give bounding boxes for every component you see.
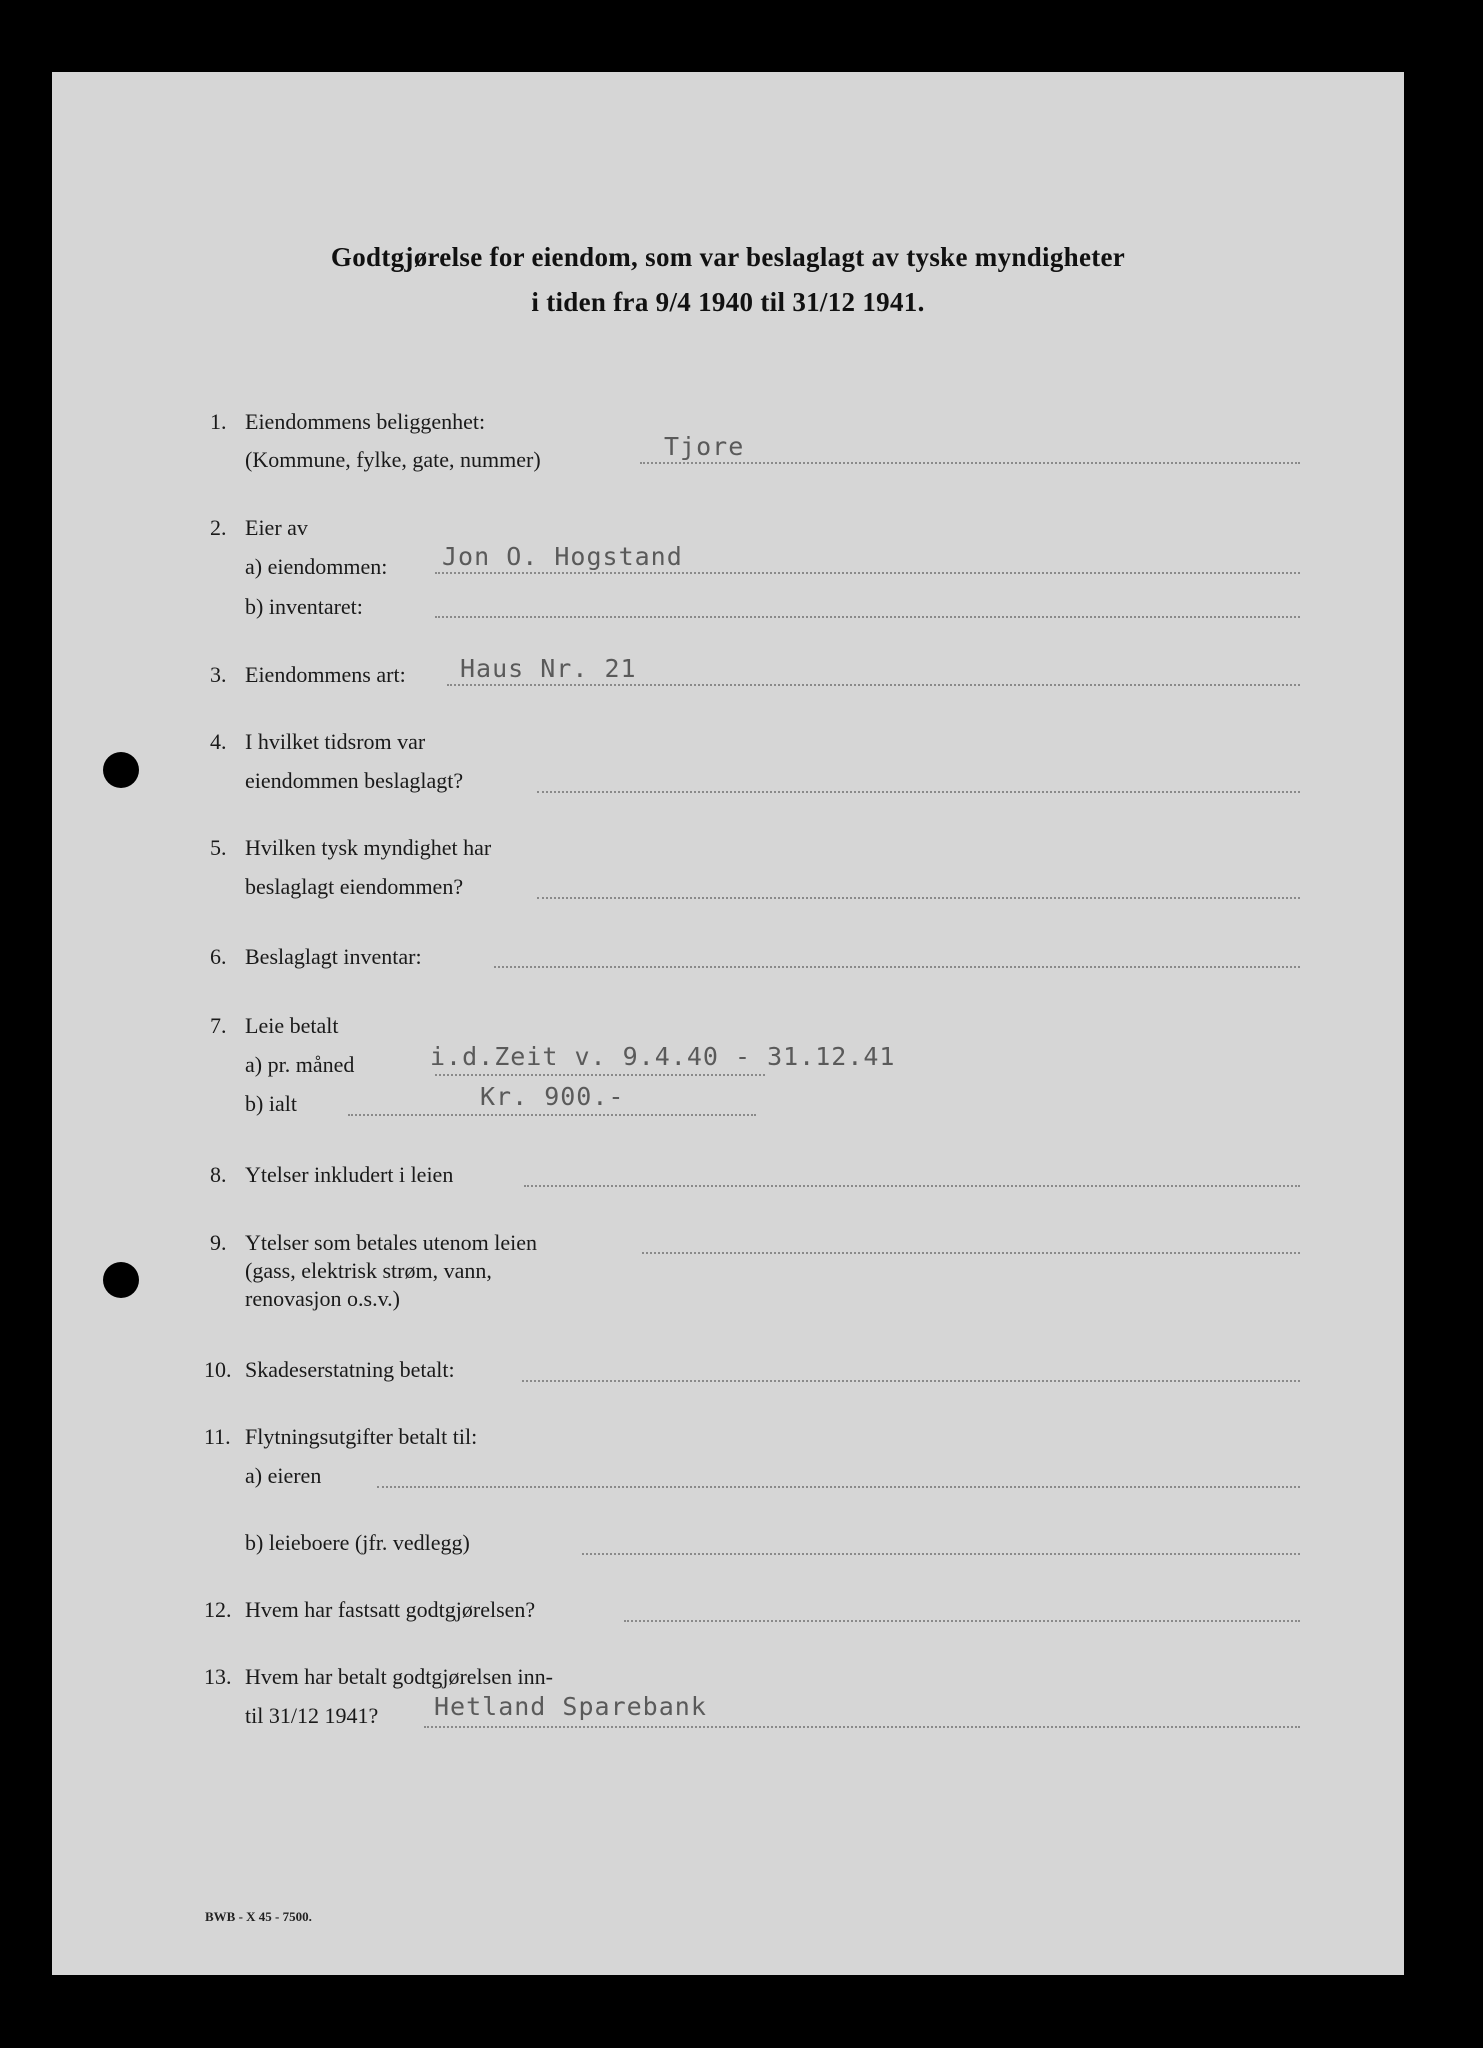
q9-answer-line — [642, 1252, 1300, 1254]
q5-number: 5. — [210, 835, 227, 860]
q5-sublabel: beslaglagt eiendommen? — [245, 874, 464, 899]
q12-label: Hvem har fastsatt godtgjørelsen? — [245, 1597, 536, 1622]
q4-sublabel: eiendommen beslaglagt? — [245, 768, 464, 793]
q1-answer[interactable]: Tjore — [664, 432, 745, 461]
q1-label: Eiendommens beliggenhet: — [245, 409, 486, 434]
q7a-answer[interactable]: i.d.Zeit v. 9.4.40 - 31.12.41 — [430, 1042, 896, 1071]
q9-number: 9. — [210, 1230, 227, 1255]
q10-number: 10. — [204, 1357, 232, 1382]
form-page — [52, 72, 1404, 1975]
q8-label: Ytelser inkludert i leien — [245, 1162, 454, 1187]
q6-answer-line — [494, 966, 1300, 968]
q7a-label: a) pr. måned — [245, 1052, 355, 1077]
q3-number: 3. — [210, 662, 227, 687]
q11-number: 11. — [204, 1424, 231, 1449]
q11b-answer-line — [582, 1553, 1300, 1555]
q2a-label: a) eiendommen: — [245, 554, 388, 579]
q3-answer[interactable]: Haus Nr. 21 — [460, 654, 637, 683]
q13-answer-line — [424, 1726, 1300, 1728]
q9-sublabel-2: renovasjon o.s.v.) — [245, 1286, 400, 1311]
q4-answer-line — [537, 791, 1300, 793]
q7b-answer-line — [348, 1114, 756, 1116]
q3-label: Eiendommens art: — [245, 662, 406, 687]
q13-number: 13. — [204, 1664, 232, 1689]
form-title-line2: i tiden fra 9/4 1940 til 31/12 1941. — [531, 287, 925, 317]
q13-sublabel: til 31/12 1941? — [245, 1703, 379, 1728]
q1-sublabel: (Kommune, fylke, gate, nummer) — [245, 447, 541, 472]
q10-answer-line — [522, 1380, 1300, 1382]
q1-number: 1. — [210, 409, 227, 434]
q5-answer-line — [537, 897, 1300, 899]
q2b-label: b) inventaret: — [245, 594, 363, 619]
q10-label: Skadeserstatning betalt: — [245, 1357, 455, 1382]
q13-answer[interactable]: Hetland Sparebank — [434, 1692, 707, 1721]
q8-number: 8. — [210, 1162, 227, 1187]
q11a-answer-line — [377, 1486, 1300, 1488]
q2a-answer-line — [435, 572, 1300, 574]
q3-answer-line — [447, 684, 1300, 686]
q1-answer-line — [640, 462, 1300, 464]
q6-label: Beslaglagt inventar: — [245, 944, 422, 969]
q2a-answer[interactable]: Jon O. Hogstand — [442, 542, 683, 571]
q11a-label: a) eieren — [245, 1463, 322, 1488]
q7b-label: b) ialt — [245, 1091, 297, 1116]
punch-hole-lower — [103, 1262, 139, 1298]
q5-label: Hvilken tysk myndighet har — [245, 835, 492, 860]
q7b-answer[interactable]: Kr. 900.- — [480, 1082, 625, 1111]
q6-number: 6. — [210, 944, 227, 969]
q9-sublabel-1: (gass, elektrisk strøm, vann, — [245, 1258, 492, 1283]
form-footer-code: BWB - X 45 - 7500. — [205, 1909, 312, 1924]
punch-hole-upper — [103, 752, 139, 788]
q13-label: Hvem har betalt godtgjørelsen inn- — [245, 1664, 553, 1689]
q9-label: Ytelser som betales utenom leien — [245, 1230, 538, 1255]
q11-label: Flytningsutgifter betalt til: — [245, 1424, 478, 1449]
q12-answer-line — [624, 1620, 1300, 1622]
form-title-line1: Godtgjørelse for eiendom, som var beslaglagt av tyske myndigheter — [330, 242, 1126, 272]
q2b-answer-line — [435, 616, 1300, 618]
q2-label: Eier av — [245, 515, 308, 540]
q7a-answer-line — [435, 1074, 765, 1076]
q7-number: 7. — [210, 1013, 227, 1038]
q11b-label: b) leieboere (jfr. vedlegg) — [245, 1530, 470, 1555]
q4-label: I hvilket tidsrom var — [245, 729, 426, 754]
q4-number: 4. — [210, 729, 227, 754]
q7-label: Leie betalt — [245, 1013, 339, 1038]
q8-answer-line — [524, 1185, 1300, 1187]
q2-number: 2. — [210, 515, 227, 540]
q12-number: 12. — [204, 1597, 232, 1622]
